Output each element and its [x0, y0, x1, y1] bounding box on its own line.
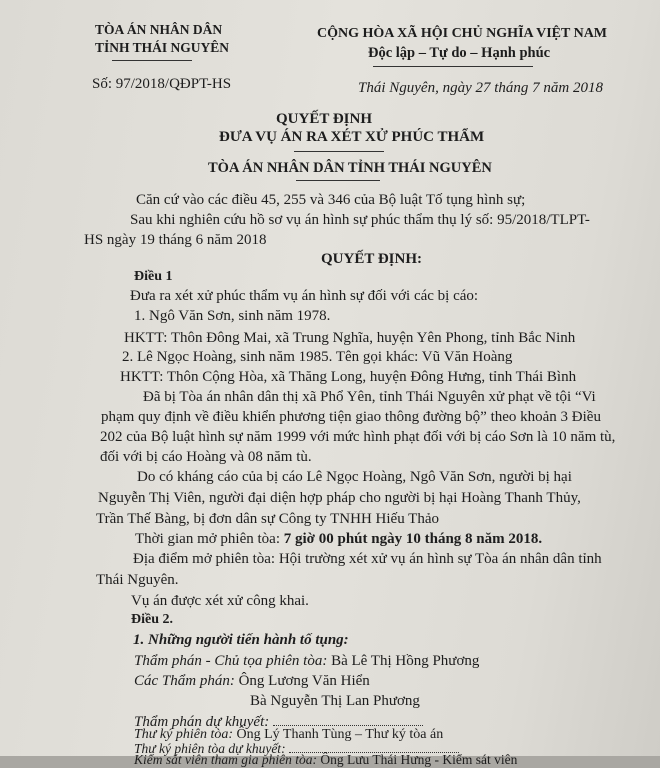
nation-motto: Độc lập – Tự do – Hạnh phúc [368, 45, 551, 61]
prosecutor-label: Kiểm sát viên tham gia phiên tòa: [134, 752, 321, 767]
court-clerk-label: Thư ký phiên tòa: [134, 727, 237, 742]
header-left-rule [112, 60, 192, 61]
panel-judge-1: Ông Lương Văn Hiển [238, 673, 370, 689]
hearing-venue-line-2: Thái Nguyên. [96, 572, 179, 588]
nation-title: CỘNG HÒA XÃ HỘI CHỦ NGHĨA VIỆT NAM [317, 26, 608, 41]
court-clerk-name: Ông Lý Thanh Tùng – Thư ký tòa án [236, 727, 444, 742]
panel-judge-2: Bà Nguyễn Thị Lan Phương [250, 693, 420, 709]
court-name-line1: TÒA ÁN NHÂN DÂN [95, 22, 223, 37]
article-2-subheading: 1. Những người tiến hành tố tụng: [133, 632, 349, 648]
place-date: Thái Nguyên, ngày 27 tháng 7 năm 2018 [358, 80, 603, 96]
public-hearing-note: Vụ án được xét xử công khai. [131, 593, 309, 609]
basis-line-1: Căn cứ vào các điều 45, 255 và 346 của Bộ luật Tố tụng hình sự; [136, 192, 526, 208]
defendant-2: 2. Lê Ngọc Hoàng, sinh năm 1985. Tên gọi khác: Vũ Văn Hoàng [122, 349, 513, 365]
panel-judges [134, 673, 370, 690]
hearing-time-label: Thời gian mở phiên tòa: [135, 531, 284, 547]
defendant-1-address: HKTT: Thôn Đông Mai, xã Trung Nghĩa, huyện Yên Phong, tỉnh Bắc Ninh [124, 330, 576, 346]
appeal-line-1: Do có kháng cáo của bị cáo Lê Ngọc Hoàng, Ngô Văn Sơn, người bị hại [137, 469, 572, 485]
defendant-2-address: HKTT: Thôn Cộng Hòa, xã Thăng Long, huyện Đông Hưng, tỉnh Thái Bình [120, 369, 577, 385]
verdict-line-1: Đã bị Tòa án nhân dân thị xã Phổ Yên, tỉnh Thái Nguyên xử phạt về tội “Vi [143, 389, 596, 405]
verdict-line-2: phạm quy định về điều khiển phương tiện giao thông đường bộ” theo khoản 3 Điều [101, 409, 601, 425]
article-1-heading: Điều 1 [134, 269, 173, 284]
article-1-intro: Đưa ra xét xử phúc thẩm vụ án hình sự đối với các bị cáo: [130, 288, 479, 304]
hearing-time [135, 531, 542, 548]
court-rule [296, 180, 380, 181]
issuing-court: TÒA ÁN NHÂN DÂN TỈNH THÁI NGUYÊN [208, 160, 492, 176]
presiding-judge-name: Bà Lê Thị Hồng Phương [331, 653, 480, 669]
decide-heading: QUYẾT ĐỊNH: [321, 251, 422, 267]
title-decision: QUYẾT ĐỊNH [276, 111, 372, 127]
header-right-rule [373, 66, 533, 67]
hearing-venue-line-1: Địa điểm mở phiên tòa: Hội trường xét xử vụ án hình sự Tòa án nhân dân tỉnh [133, 551, 602, 567]
prosecutor [134, 752, 517, 768]
hearing-time-value: 7 giờ 00 phút ngày 10 tháng 8 năm 2018. [283, 531, 543, 547]
title-subject: ĐƯA VỤ ÁN RA XÉT XỬ PHÚC THẨM [219, 129, 485, 145]
reserve-judge-label: Thẩm phán dự khuyết: [134, 714, 273, 730]
basis-line-2: Sau khi nghiên cứu hồ sơ vụ án hình sự phúc thẩm thụ lý số: 95/2018/TLPT- [130, 212, 590, 228]
prosecutor-name: Ông Lưu Thái Hưng - Kiểm sát viên [320, 752, 518, 767]
title-rule [294, 151, 384, 152]
basis-line-3: HS ngày 19 tháng 6 năm 2018 [84, 232, 267, 248]
article-2-heading: Điều 2. [131, 612, 173, 627]
presiding-judge-label: Thẩm phán - Chủ tọa phiên tòa: [134, 653, 332, 669]
appeal-line-3: Trần Thế Bàng, bị đơn dân sự Công ty TNHH Hiếu Thảo [96, 511, 439, 527]
reserve-judge-blank [273, 713, 423, 726]
court-name-line2: TỈNH THÁI NGUYÊN [95, 40, 230, 55]
panel-judges-label: Các Thẩm phán: [134, 673, 239, 689]
reserve-clerk-label: Thư ký phiên tòa dự khuyết: [134, 741, 289, 756]
verdict-line-3: 202 của Bộ luật hình sự năm 1999 với mức hình phạt đối với bị cáo Sơn là 10 năm tù, [100, 429, 616, 445]
appeal-line-2: Nguyễn Thị Viên, người đại diện hợp pháp cho người bị hại Hoàng Thanh Thủy, [98, 490, 581, 506]
defendant-1: 1. Ngô Văn Sơn, sinh năm 1978. [134, 308, 331, 324]
presiding-judge [134, 653, 479, 670]
decision-number: Số: 97/2018/QĐPT-HS [92, 76, 232, 92]
verdict-line-4: đối với bị cáo Hoàng và 08 năm tù. [100, 449, 312, 465]
